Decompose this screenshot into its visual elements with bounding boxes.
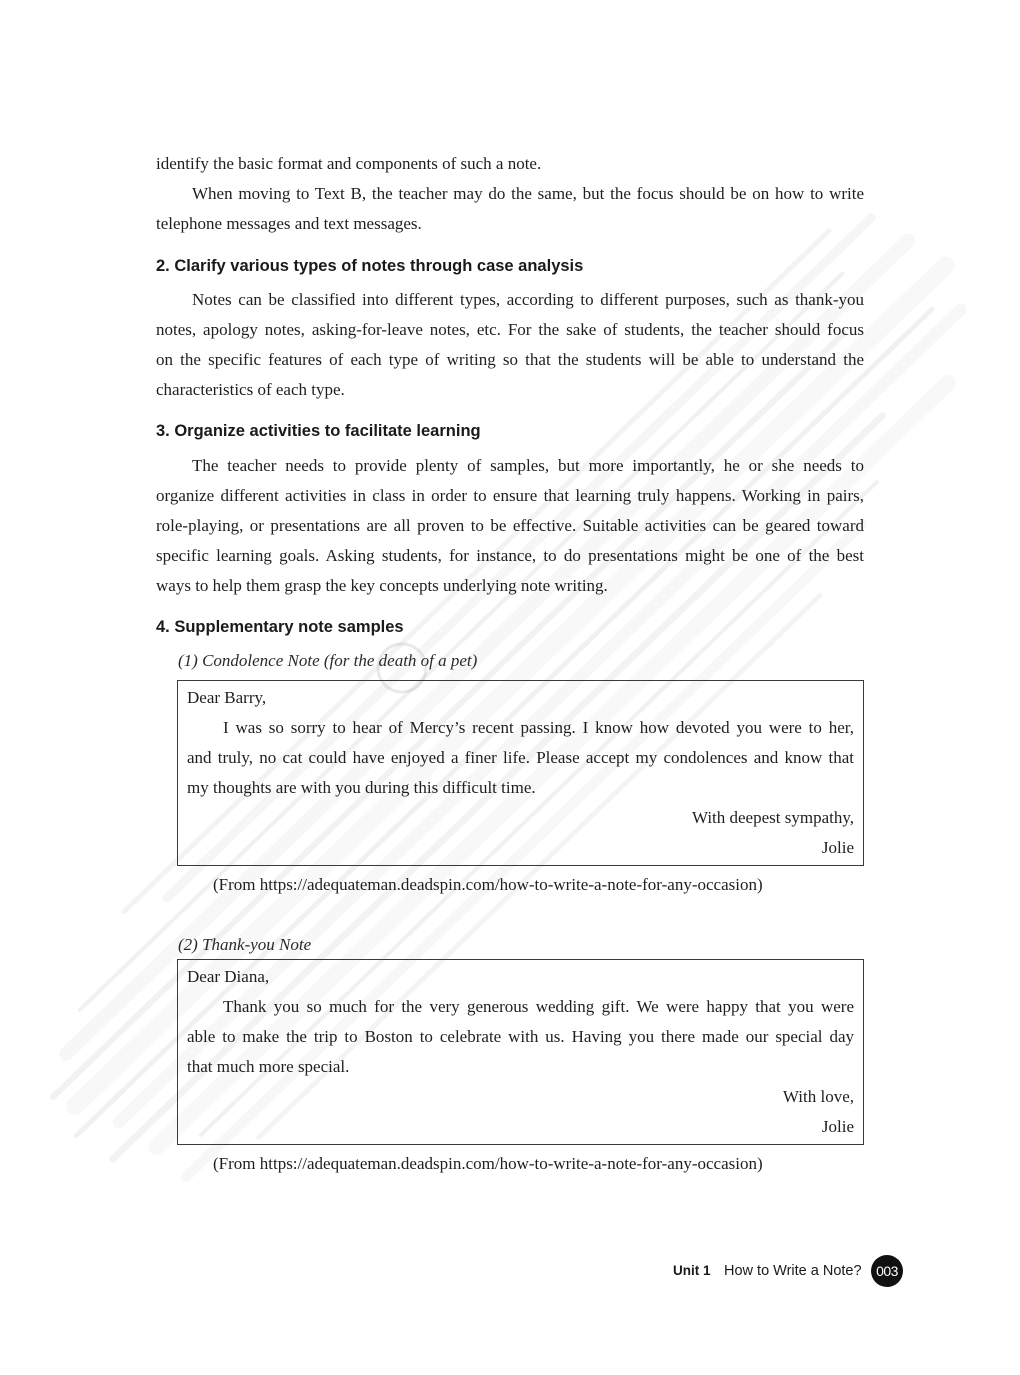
- sample-note-text: [187, 683, 854, 863]
- paragraph-line: characteristics of each type.: [156, 380, 345, 399]
- paragraph-line: role-playing, or presentations are all proven to be effective. Suitable activities can be geared toward: [156, 516, 864, 535]
- paragraph-line: specific learning goals. Asking students, for instance, to do presentations might be one of the best: [156, 546, 864, 565]
- paragraph-line: notes, apology notes, asking-for-leave notes, etc. For the sake of students, the teacher should focus: [156, 320, 864, 339]
- sample-note-box: [177, 680, 864, 866]
- sample-note-box: [177, 959, 864, 1145]
- sample-source: (From https://adequateman.deadspin.com/how-to-write-a-note-for-any-occasion): [213, 1154, 763, 1173]
- paragraph-line: telephone messages and text messages.: [156, 214, 422, 233]
- sample-label: (2) Thank-you Note: [178, 935, 312, 954]
- section-heading-2: 2. Clarify various types of notes through case analysis: [156, 257, 584, 275]
- note-closing: With love,: [782, 1087, 854, 1106]
- intro-text: [156, 149, 864, 239]
- footer-unit-label: Unit 1: [673, 1263, 711, 1278]
- page-number-badge: 003: [871, 1255, 903, 1287]
- paragraph-line: organize different activities in class in order to ensure that learning truly happens. Working in pairs,: [156, 486, 864, 505]
- section-heading-3: 3. Organize activities to facilitate learning: [156, 422, 481, 440]
- note-salutation: Dear Barry,: [187, 688, 267, 707]
- section3-paragraph: [156, 451, 864, 601]
- note-body-line: that much more special.: [187, 1057, 350, 1076]
- note-signature: Jolie: [821, 1117, 854, 1136]
- note-signature: Jolie: [821, 838, 854, 857]
- section2-paragraph: [156, 285, 864, 405]
- note-body-line: able to make the trip to Boston to celebrate with us. Having you there made our special day: [187, 1027, 854, 1046]
- paragraph-line: When moving to Text B, the teacher may do the same, but the focus should be on how to write: [192, 184, 864, 203]
- note-body-line: my thoughts are with you during this difficult time.: [187, 778, 536, 797]
- paragraph-line: ways to help them grasp the key concepts underlying note writing.: [156, 576, 608, 595]
- footer-unit-title: How to Write a Note?: [724, 1263, 862, 1279]
- section-heading-4: 4. Supplementary note samples: [156, 618, 404, 636]
- sample-note-text: [187, 962, 854, 1142]
- sample-label: (1) Condolence Note (for the death of a pet): [178, 651, 478, 670]
- paragraph-line: on the specific features of each type of writing so that the students will be able to understand the: [156, 350, 864, 369]
- paragraph-line: identify the basic format and components of such a note.: [156, 154, 542, 173]
- note-closing: With deepest sympathy,: [691, 808, 854, 827]
- paragraph-line: The teacher needs to provide plenty of samples, but more importantly, he or she needs to: [192, 456, 864, 475]
- note-salutation: Dear Diana,: [187, 967, 270, 986]
- note-body-line: I was so sorry to hear of Mercy’s recent passing. I know how devoted you were to her,: [223, 718, 854, 737]
- paragraph-line: Notes can be classified into different types, according to different purposes, such as thank-you: [192, 290, 864, 309]
- note-body-line: and truly, no cat could have enjoyed a finer life. Please accept my condolences and know that: [187, 748, 854, 767]
- sample-source: (From https://adequateman.deadspin.com/how-to-write-a-note-for-any-occasion): [213, 875, 763, 894]
- note-body-line: Thank you so much for the very generous wedding gift. We were happy that you were: [223, 997, 854, 1016]
